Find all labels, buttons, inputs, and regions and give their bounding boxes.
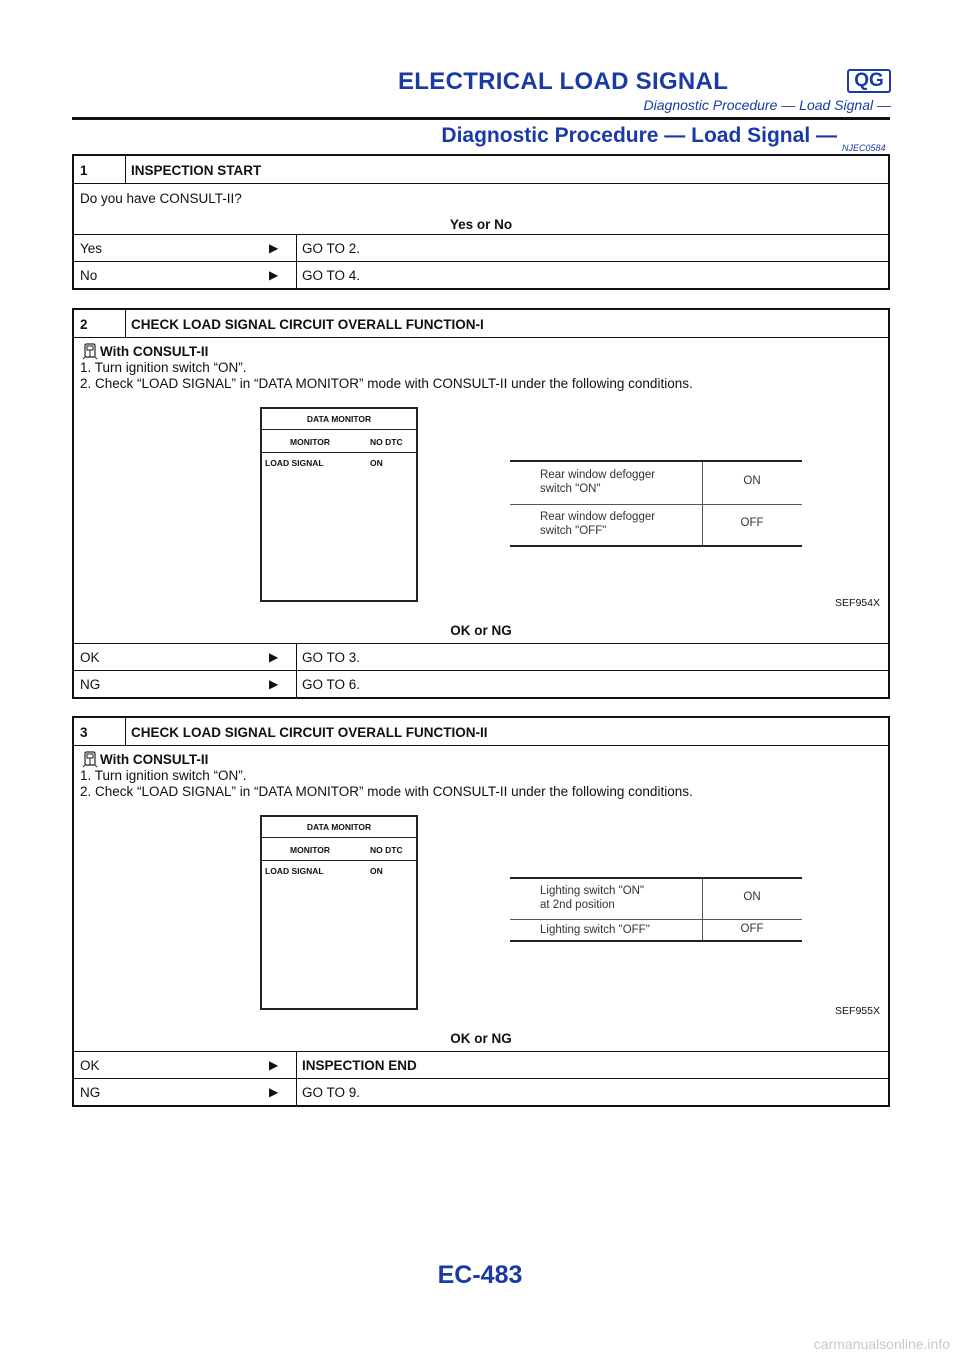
result-label: OK	[80, 650, 100, 665]
result-label: NG	[80, 677, 101, 692]
step-header	[74, 718, 888, 745]
header-title: ELECTRICAL LOAD SIGNAL	[398, 68, 729, 95]
figure-code: SEF954X	[835, 597, 880, 609]
arrow-right-icon: ▶	[269, 268, 279, 282]
condition-table	[510, 877, 802, 942]
watermark: carmanualsonline.info	[813, 1336, 950, 1352]
page-number: EC-483	[437, 1261, 523, 1289]
consult-tool-icon	[82, 751, 98, 768]
instruction-step: 2. Check “LOAD SIGNAL” in “DATA MONITOR” mode with CONSULT-II under the following conditions.	[80, 784, 693, 799]
monitor-header: MONITOR NO DTC	[262, 838, 416, 861]
choice-label: OK or NG	[450, 1031, 512, 1046]
data-monitor-screen	[260, 815, 418, 1010]
instruction-step: 2. Check “LOAD SIGNAL” in “DATA MONITOR” mode with CONSULT-II under the following conditions.	[80, 376, 693, 391]
result-row	[74, 1078, 888, 1105]
with-consult-label: With CONSULT-II	[100, 752, 209, 767]
consult-tool-icon	[82, 343, 98, 360]
step-body	[74, 745, 888, 1051]
step-number: 2	[80, 317, 88, 332]
result-row	[74, 261, 888, 288]
section-ref: NJEC0584	[842, 143, 886, 153]
arrow-right-icon: ▶	[269, 677, 279, 691]
result-action: GO TO 6.	[302, 677, 361, 692]
step-block-2	[72, 308, 890, 699]
section-title: Diagnostic Procedure — Load Signal —	[441, 124, 837, 147]
step-header	[74, 156, 888, 183]
step-block-3	[72, 716, 890, 1107]
result-action: INSPECTION END	[302, 1058, 417, 1073]
result-action: GO TO 2.	[302, 241, 361, 256]
data-monitor-screen	[260, 407, 418, 602]
choice-label: OK or NG	[450, 623, 512, 638]
header-rule	[72, 117, 890, 120]
result-label: Yes	[80, 241, 103, 256]
choice-label: Yes or No	[449, 217, 513, 232]
monitor-header: MONITOR NO DTC	[262, 430, 416, 453]
with-consult-label: With CONSULT-II	[100, 344, 209, 359]
result-label: OK	[80, 1058, 100, 1073]
step-body	[74, 337, 888, 643]
result-row	[74, 1051, 888, 1078]
instruction-step: 1. Turn ignition switch “ON”.	[80, 768, 247, 783]
condition-table	[510, 460, 802, 547]
monitor-item: LOAD SIGNAL ON	[265, 458, 383, 468]
result-row	[74, 643, 888, 670]
monitor-title: DATA MONITOR	[262, 409, 416, 430]
step-header	[74, 310, 888, 337]
arrow-right-icon: ▶	[269, 241, 279, 255]
step-block-1	[72, 154, 890, 290]
result-label: No	[80, 268, 98, 283]
step-number: 1	[80, 163, 88, 178]
header-subtitle: Diagnostic Procedure — Load Signal —	[643, 97, 891, 113]
arrow-right-icon: ▶	[269, 650, 279, 664]
monitor-item: LOAD SIGNAL ON	[265, 866, 383, 876]
condition-row: Rear window defogger switch "OFF" OFF	[510, 504, 802, 545]
arrow-right-icon: ▶	[269, 1085, 279, 1099]
figure-code: SEF955X	[835, 1005, 880, 1017]
engine-badge: QG	[847, 69, 891, 93]
condition-row: Lighting switch "OFF" OFF	[510, 919, 802, 940]
step-question: Do you have CONSULT-II?	[80, 191, 242, 206]
instruction-step: 1. Turn ignition switch “ON”.	[80, 360, 247, 375]
condition-row: Rear window defogger switch "ON" ON	[510, 462, 802, 504]
result-action: GO TO 4.	[302, 268, 361, 283]
result-row	[74, 670, 888, 697]
step-body	[74, 183, 888, 234]
result-row	[74, 234, 888, 261]
step-title: INSPECTION START	[131, 163, 262, 178]
step-title: CHECK LOAD SIGNAL CIRCUIT OVERALL FUNCTION-I	[131, 317, 484, 332]
condition-row: Lighting switch "ON" at 2nd position ON	[510, 879, 802, 919]
step-number: 3	[80, 725, 88, 740]
result-label: NG	[80, 1085, 101, 1100]
result-action: GO TO 3.	[302, 650, 361, 665]
result-action: GO TO 9.	[302, 1085, 361, 1100]
arrow-right-icon: ▶	[269, 1058, 279, 1072]
monitor-title: DATA MONITOR	[262, 817, 416, 838]
step-title: CHECK LOAD SIGNAL CIRCUIT OVERALL FUNCTION-II	[131, 725, 488, 740]
